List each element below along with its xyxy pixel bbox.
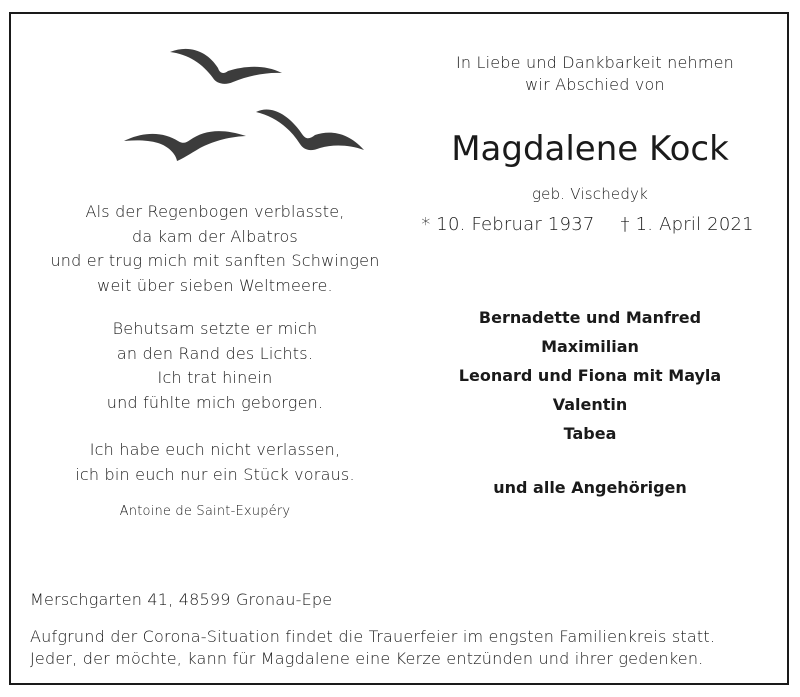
birth-date: * 10. Februar 1937 [421,214,595,235]
poem-line: weit über sieben Weltmeere. [97,275,333,295]
relatives-line: und alle Angehörigen [493,478,687,497]
poem-line: Ich habe euch nicht verlassen, [89,440,341,459]
poem-line: ich bin euch nur ein Stück voraus. [75,464,355,484]
notice-line: Jeder, der möchte, kann für Magdalene eine Kerze entzünden und ihrer gedenken. [30,649,704,668]
life-dates [415,212,760,238]
bird-left-icon [124,131,246,161]
poem-author: Antoine de Saint-Exupéry [119,504,291,519]
family-member: Maximilian [541,337,639,356]
birth-name: geb. Vischedyk [531,185,649,203]
poem-line: Behutsam setzte er mich [112,319,318,338]
intro-line: In Liebe und Dankbarkeit nehmen [455,53,735,72]
intro-text [430,52,760,96]
intro-line: wir Abschied von [525,75,665,94]
family-list [420,303,760,448]
family-member: Leonard und Fiona mit Mayla [458,366,722,385]
poem-line: da kam der Albatros [132,226,298,246]
flying-birds-icon [120,40,370,170]
address: Merschgarten 41, 48599 Gronau-Epe [30,590,333,609]
poem-line: Als der Regenbogen verblasste, [85,202,345,221]
family-member: Bernadette und Manfred [478,308,702,327]
poem-line: und fühlte mich geborgen. [106,392,324,412]
family-member: Tabea [563,424,617,443]
poem-line: Ich trat hinein [157,368,273,388]
poem-stanza-3 [30,438,400,487]
family-member: Valentin [552,395,628,414]
poem-line: an den Rand des Lichts. [116,343,314,363]
bird-right-icon [256,109,364,150]
notice-line: Aufgrund der Corona-Situation findet die Trauerfeier im engsten Familienkreis statt. [30,627,716,646]
deceased-name: Magdalene Kock [451,129,729,169]
funeral-notice [30,626,715,670]
poem-stanza-1 [30,200,400,298]
poem-stanza-2 [30,317,400,415]
death-date: † 1. April 2021 [620,214,754,235]
poem-line: und er trug mich mit sanften Schwingen [50,251,380,271]
bird-top-icon [170,49,282,84]
